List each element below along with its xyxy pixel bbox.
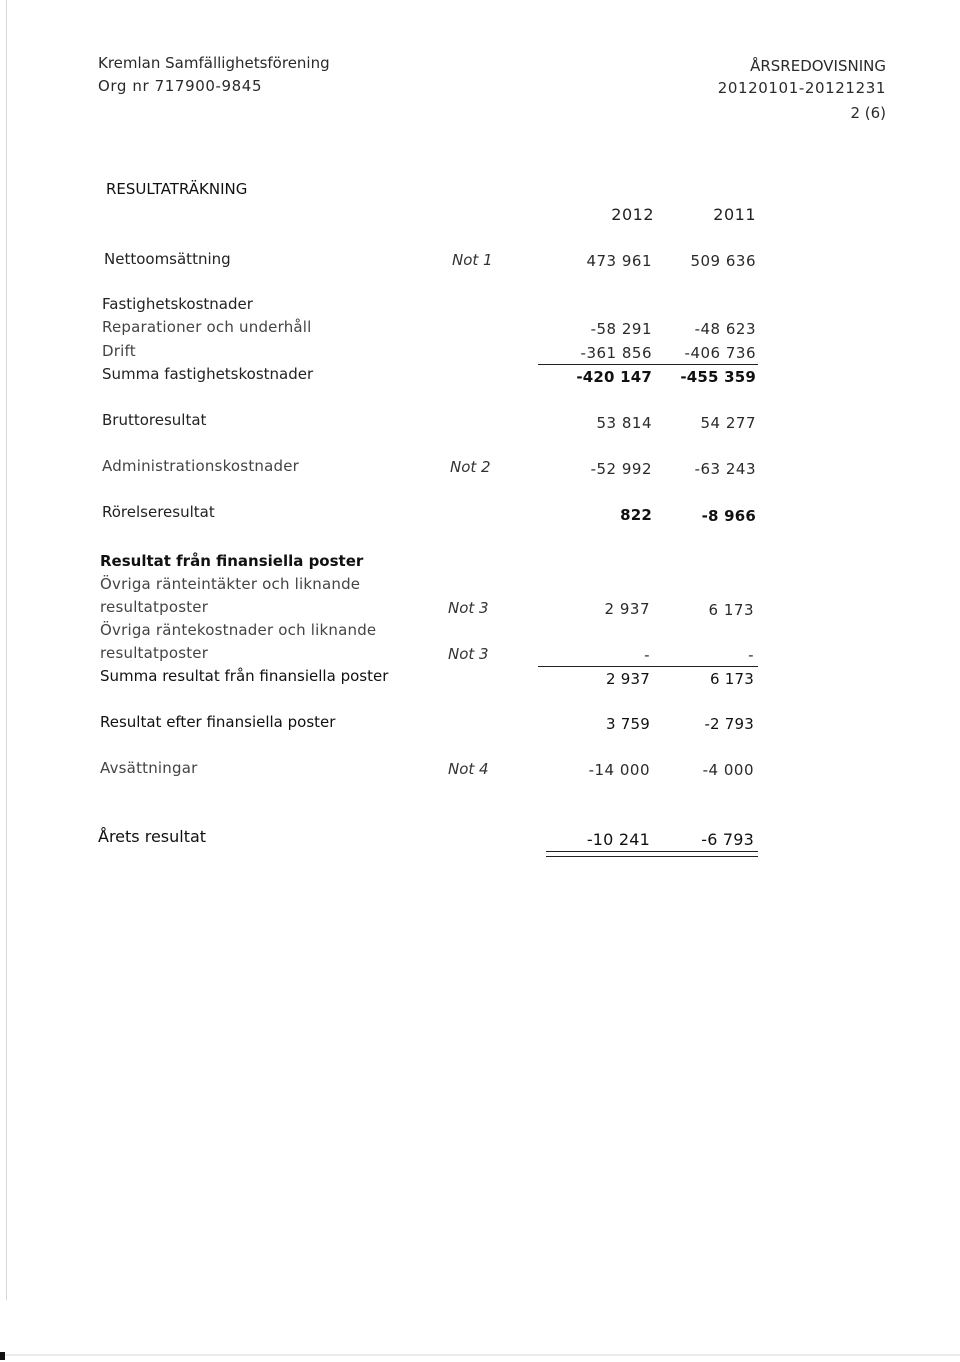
row-value-2012-reparationer: -58 291 [590, 320, 652, 338]
row-label-nettoomsattning: Nettoomsättning [104, 250, 231, 268]
scan-edge [6, 0, 7, 1300]
row-value-2011-arets-resultat: -6 793 [701, 830, 754, 849]
row-value-2012-bruttoresultat: 53 814 [596, 414, 652, 432]
row-value-2011-rantekostnader: - [748, 646, 754, 664]
row-value-2012-administration: -52 992 [590, 460, 652, 478]
row-label-arets-resultat: Årets resultat [98, 827, 207, 846]
row-value-2012-summa-fastighet: -420 147 [576, 368, 652, 386]
document-type: ÅRSREDOVISNING [750, 57, 886, 75]
row-note-rantekostnader: Not 3 [448, 645, 489, 663]
row-value-2012-rantekostnader: - [644, 646, 650, 664]
year-current: 2012 [611, 205, 654, 224]
row-label-ranteintakter-line2: resultatposter [100, 598, 209, 616]
row-value-2011-efter-finansiella: -2 793 [704, 715, 754, 733]
report-period: 20120101-20121231 [717, 79, 886, 97]
org-number: Org nr 717900-9845 [98, 77, 263, 95]
row-value-2011-reparationer: -48 623 [694, 320, 756, 338]
row-label-summa-finansiella: Summa resultat från finansiella poster [100, 667, 389, 685]
row-label-efter-finansiella: Resultat efter finansiella poster [100, 713, 336, 731]
row-value-2011-ranteintakter: 6 173 [708, 601, 754, 619]
row-value-2012-ranteintakter: 2 937 [604, 600, 650, 618]
subtotal-rule-fastighet [538, 364, 758, 365]
section-label-finansiella: Resultat från finansiella poster [100, 552, 364, 570]
row-label-rantekostnader-line2: resultatposter [100, 644, 209, 662]
total-double-rule-bottom [546, 856, 758, 857]
row-label-administration: Administrationskostnader [102, 457, 300, 475]
row-note-avsattningar: Not 4 [448, 760, 489, 778]
row-value-2012-drift: -361 856 [580, 344, 652, 362]
section-label-fastighetskostnader: Fastighetskostnader [102, 295, 253, 313]
row-label-rorelseresultat: Rörelseresultat [102, 503, 215, 521]
row-value-2011-administration: -63 243 [694, 460, 756, 478]
row-note-ranteintakter: Not 3 [448, 599, 489, 617]
row-value-2011-bruttoresultat: 54 277 [700, 414, 756, 432]
scan-corner-mark [0, 1352, 5, 1360]
scan-bottom-edge [0, 1354, 960, 1356]
subtotal-rule-finansiella [538, 666, 758, 667]
year-previous: 2011 [713, 205, 756, 224]
row-label-bruttoresultat: Bruttoresultat [102, 411, 207, 429]
row-value-2011-drift: -406 736 [684, 344, 756, 362]
row-label-ranteintakter-line1: Övriga ränteintäkter och liknande [100, 575, 361, 593]
row-value-2012-summa-finansiella: 2 937 [606, 670, 650, 688]
row-value-2012-arets-resultat: -10 241 [586, 830, 650, 849]
row-value-2011-summa-fastighet: -455 359 [680, 368, 756, 386]
row-value-2011-nettoomsattning: 509 636 [690, 252, 756, 270]
row-value-2011-rorelseresultat: -8 966 [701, 507, 756, 525]
row-value-2012-avsattningar: -14 000 [588, 761, 650, 779]
row-value-2012-rorelseresultat: 822 [620, 506, 652, 524]
page-number: 2 (6) [850, 104, 886, 122]
total-double-rule-top [546, 851, 758, 852]
row-value-2011-avsattningar: -4 000 [702, 761, 754, 779]
row-note-administration: Not 2 [450, 458, 491, 476]
row-value-2012-nettoomsattning: 473 961 [586, 252, 652, 270]
row-label-drift: Drift [102, 342, 136, 360]
row-value-2012-efter-finansiella: 3 759 [606, 715, 650, 733]
row-label-summa-fastighet: Summa fastighetskostnader [102, 365, 314, 383]
row-label-avsattningar: Avsättningar [100, 759, 198, 777]
statement-title: RESULTATRÄKNING [106, 180, 248, 198]
row-note-nettoomsattning: Not 1 [452, 251, 493, 269]
org-name: Kremlan Samfällighetsförening [98, 54, 330, 72]
row-label-reparationer: Reparationer och underhåll [102, 318, 312, 336]
row-value-2011-summa-finansiella: 6 173 [710, 670, 754, 688]
row-label-rantekostnader-line1: Övriga räntekostnader och liknande [100, 621, 377, 639]
